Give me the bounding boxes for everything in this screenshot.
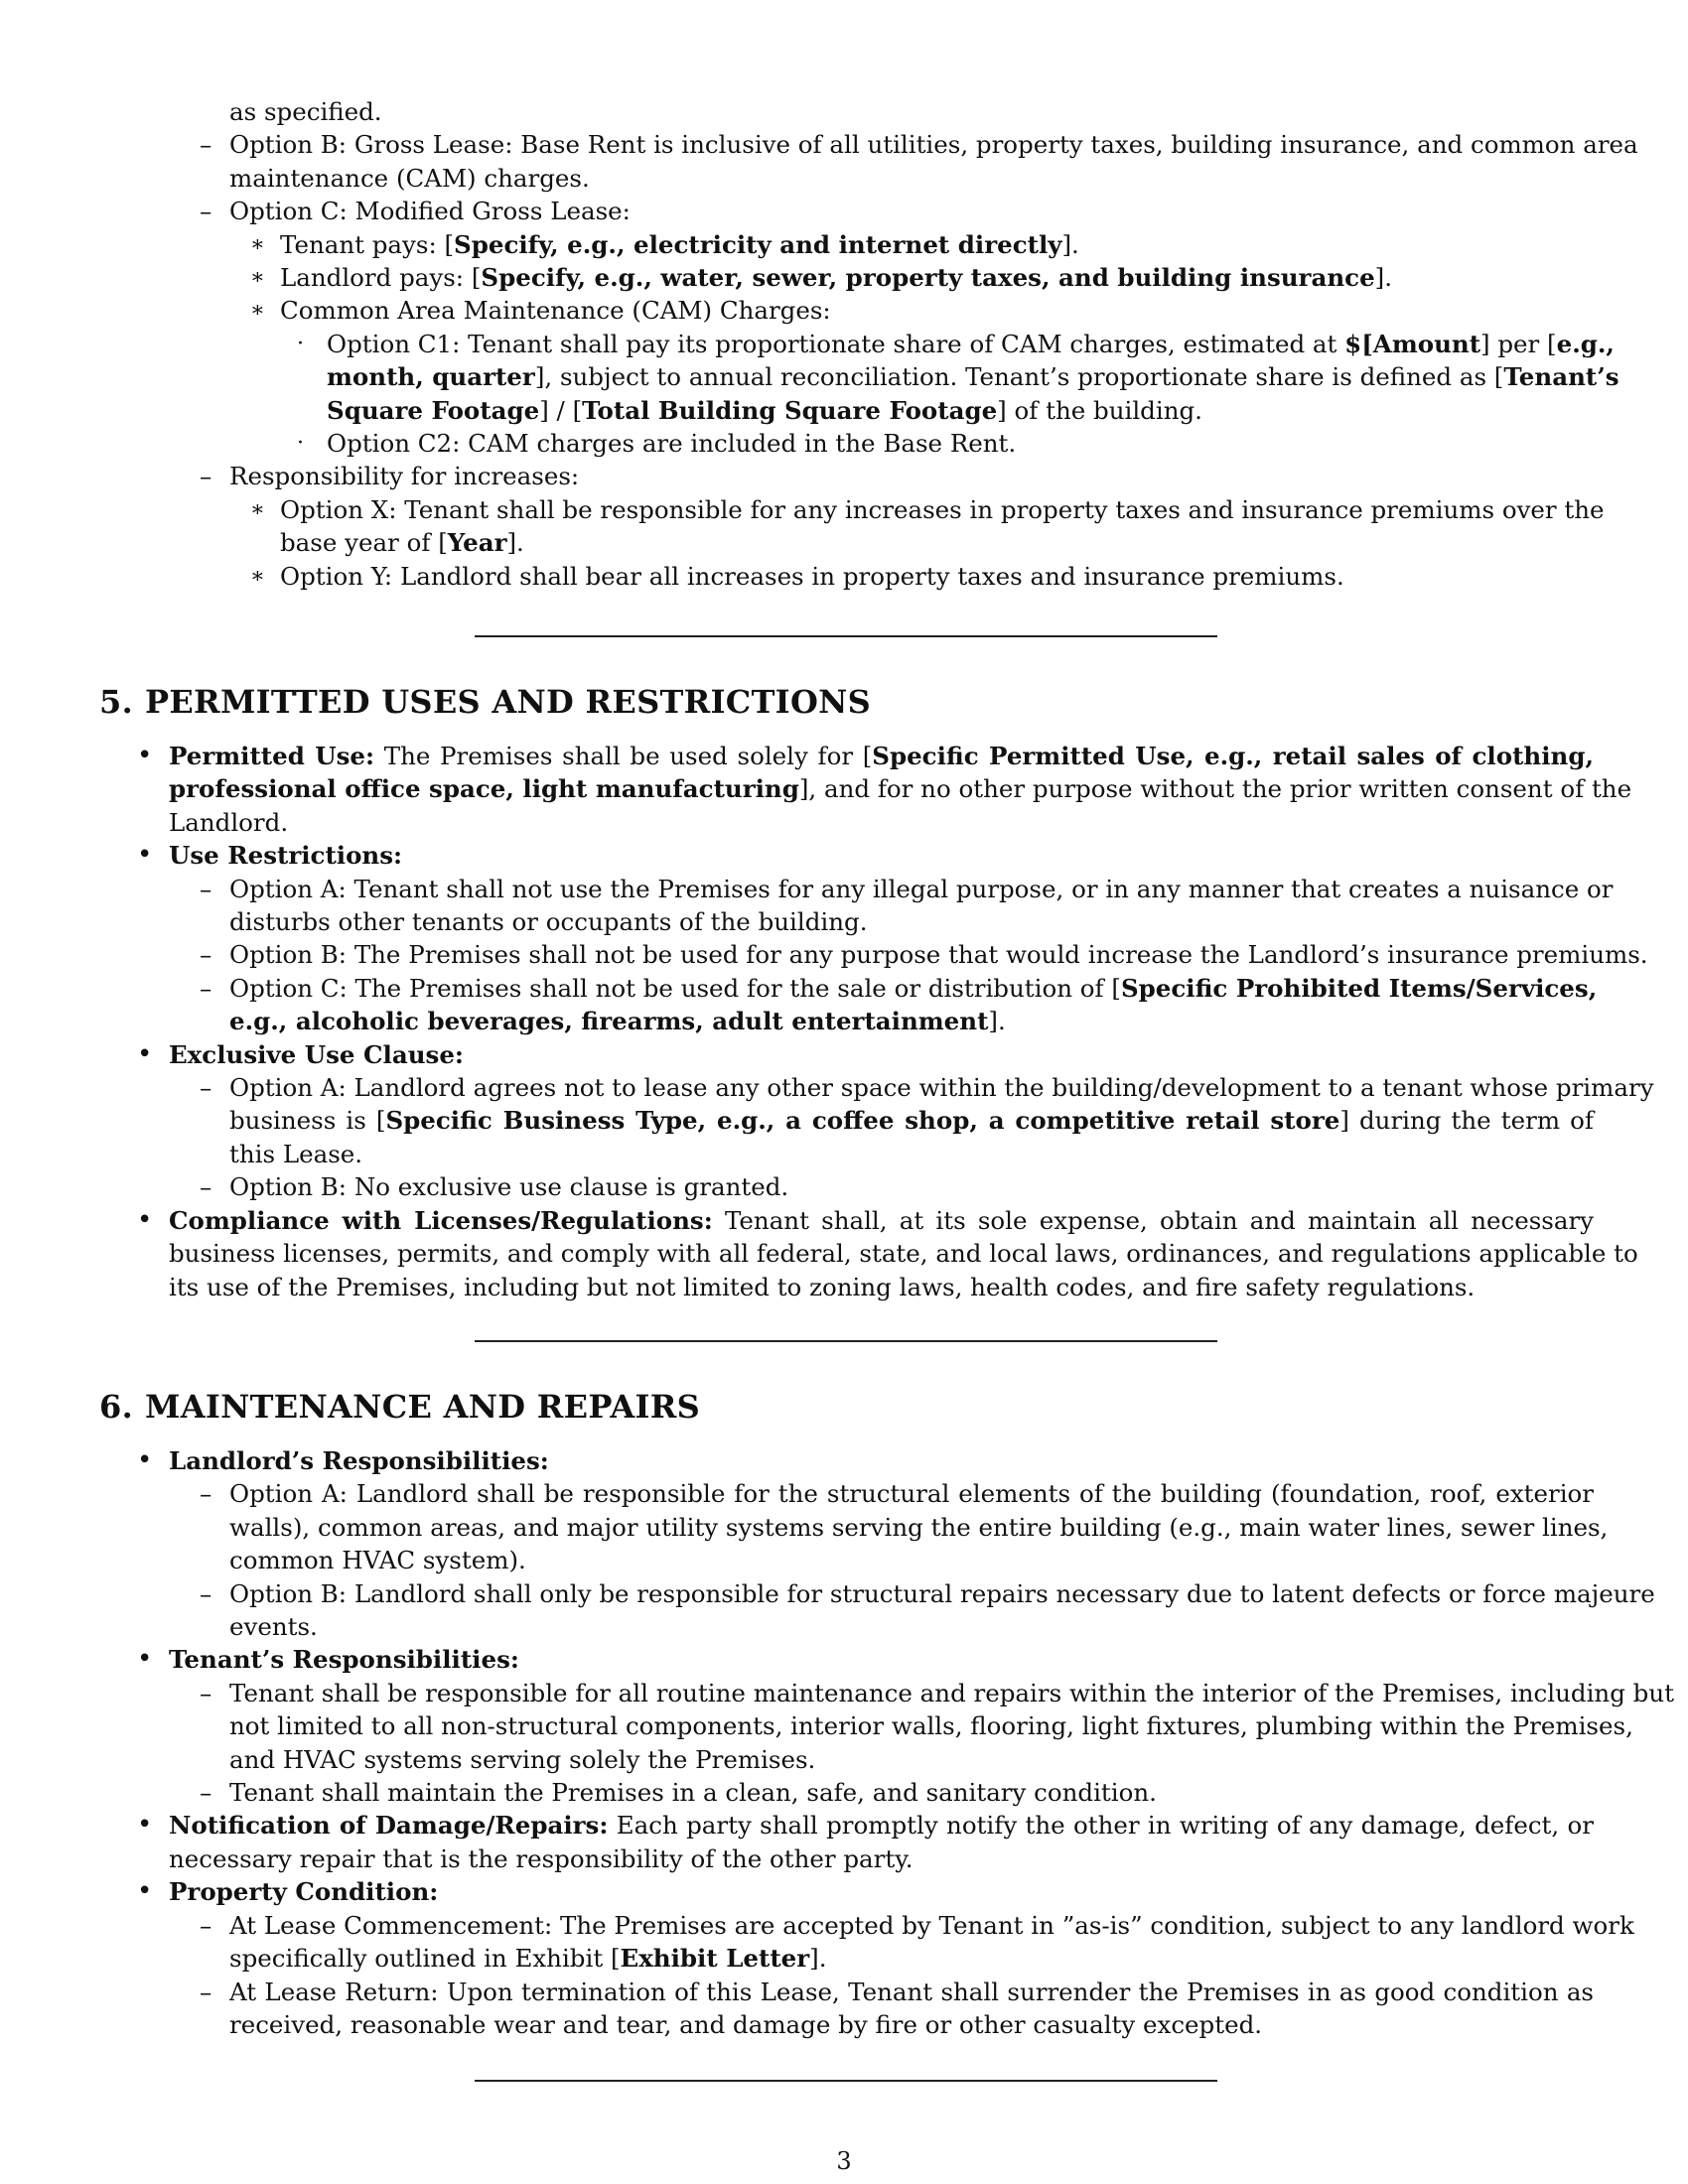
compliance-line1: • Compliance with Licenses/Regulations: Tenant shall, at its sole expense, obtain and maintain all necessary <box>137 1204 1594 1235</box>
option-y: ∗ Option Y: Landlord shall bear all increases in property taxes and insurance premiums. <box>250 561 1344 591</box>
notification-line2: necessary repair that is the responsibility of the other party. <box>169 1843 914 1873</box>
top-list-line <box>99 162 1594 195</box>
tenant-responsibilities-heading: • Tenant’s Responsibilities: <box>137 1644 519 1675</box>
list-marker: – <box>200 130 212 160</box>
list-marker: ∗ <box>250 265 265 291</box>
option-x-line2: base year of [Year]. <box>280 528 524 558</box>
permitted-use-line3: Landlord. <box>169 807 289 837</box>
option-x-line1: ∗ Option X: Tenant shall be responsible for any increases in property taxes and insurance premiums over the <box>250 494 1605 524</box>
text-run: Option B: Gross Lease: Base Rent is inclusive of all utilities, property taxes, building insurance, and common area <box>229 130 1638 160</box>
use-restrictions-heading: • Use Restrictions: <box>137 840 403 871</box>
section-6-body <box>99 1444 1674 2041</box>
permitted-use-line2: professional office space, light manufacturing], and for no other purpose without the prior written consent of the <box>169 774 1632 804</box>
use-restrictions-a-line1: – Option A: Tenant shall not use the Premises for any illegal purpose, or in any manner that creates a nuisance or <box>200 874 1614 903</box>
landlord-a-line3: common HVAC system). <box>229 1546 526 1575</box>
top-list-line <box>99 228 1594 261</box>
use-restrictions-a-line2: disturbs other tenants or occupants of the building. <box>229 907 868 937</box>
top-list-line <box>99 195 1594 227</box>
property-condition-b-line1: – At Lease Return: Upon termination of this Lease, Tenant shall surrender the Premises in as good condition as <box>200 1977 1594 2006</box>
top-list-line <box>99 95 1594 128</box>
text-run: Landlord pays: [ <box>280 263 482 293</box>
section-5-body <box>99 740 1654 1303</box>
exclusive-use-a-line2: business is [Specific Business Type, e.g., a coffee shop, a competitive retail store] during the term of <box>229 1106 1594 1136</box>
tenant-a-line1: – Tenant shall be responsible for all routine maintenance and repairs within the interior of the Premises, including but <box>200 1678 1674 1707</box>
text-run: maintenance (CAM) charges. <box>229 163 590 193</box>
landlord-a-line2: walls), common areas, and major utility systems serving the entire building (e.g., main water lines, sewer lines, <box>229 1512 1609 1542</box>
landlord-a-line1: – Option A: Landlord shall be responsible for the structural elements of the building (foundation, roof, exterior <box>200 1479 1594 1509</box>
list-marker: ∗ <box>250 298 265 324</box>
compliance-line3: its use of the Premises, including but not limited to zoning laws, health codes, and fire safety regulations. <box>169 1272 1476 1301</box>
property-condition-a-line1: – At Lease Commencement: The Premises are accepted by Tenant in ”as-is” condition, subject to any landlord work <box>200 1910 1634 1940</box>
cam-option-c1-line1: · Option C1: Tenant shall pay its proportionate share of CAM charges, estimated at $[Amount] per [e.g., <box>297 329 1615 358</box>
list-marker: ∗ <box>250 231 265 257</box>
cam-option-c1-line3: Square Footage] / [Total Building Square Footage] of the building. <box>327 395 1202 425</box>
cam-option-c1-line2: month, quarter], subject to annual reconciliation. Tenant’s proportionate share is defined as [Tenant’s <box>327 362 1619 392</box>
top-continuation-list <box>99 95 1638 328</box>
page-number: 3 <box>836 2147 852 2175</box>
exclusive-use-a-line1: – Option A: Landlord agrees not to lease any other space within the building/development to a tenant whose primary <box>200 1073 1654 1103</box>
section-divider <box>475 635 1217 637</box>
cam-option-c2: · Option C2: CAM charges are included in the Base Rent. <box>297 429 1017 459</box>
text-run: Common Area Maintenance (CAM) Charges: <box>280 296 831 326</box>
section-6-heading: 6. MAINTENANCE AND REPAIRS <box>99 1388 701 1426</box>
tenant-a-line3: and HVAC systems serving solely the Premises. <box>229 1744 816 1774</box>
use-restrictions-c-line1: – Option C: The Premises shall not be used for the sale or distribution of [Specific Prohibited Items/Services, <box>200 973 1598 1003</box>
property-condition-a-line2: specifically outlined in Exhibit [Exhibit Letter]. <box>229 1944 827 1974</box>
section-5-heading: 5. PERMITTED USES AND RESTRICTIONS <box>99 683 872 721</box>
landlord-b-line1: – Option B: Landlord shall only be responsible for structural repairs necessary due to latent defects or force majeure <box>200 1578 1655 1608</box>
text-run: ]. <box>1374 263 1393 293</box>
text-run: Specify, e.g., electricity and internet directly <box>454 229 1062 259</box>
top-list-line <box>99 294 1594 327</box>
tenant-b: – Tenant shall maintain the Premises in a clean, safe, and sanitary condition. <box>200 1778 1157 1808</box>
tenant-a-line2: not limited to all non-structural components, interior walls, flooring, light fixtures, plumbing within the Premises, <box>229 1711 1633 1741</box>
use-restrictions-c-line2: e.g., alcoholic beverages, firearms, adult entertainment]. <box>229 1007 1006 1036</box>
text-run: as specified. <box>229 97 382 126</box>
landlord-b-line2: events. <box>229 1612 318 1642</box>
exclusive-use-heading: • Exclusive Use Clause: <box>137 1038 464 1069</box>
text-run: Tenant pays: [ <box>280 229 455 259</box>
text-run: Option C: Modified Gross Lease: <box>229 197 631 226</box>
exclusive-use-b: – Option B: No exclusive use clause is granted. <box>200 1172 789 1202</box>
landlord-responsibilities-heading: • Landlord’s Responsibilities: <box>137 1445 549 1475</box>
list-marker: – <box>200 197 212 226</box>
text-run: Specify, e.g., water, sewer, property taxes, and building insurance <box>481 263 1375 293</box>
section-divider <box>475 2080 1217 2082</box>
property-condition-heading: • Property Condition: <box>137 1876 439 1907</box>
increases-heading: – Responsibility for increases: <box>200 462 580 491</box>
exclusive-use-a-line3: this Lease. <box>229 1139 363 1168</box>
document-page <box>99 95 1638 593</box>
notification-line1: • Notification of Damage/Repairs: Each party shall promptly notify the other in writing of any damage, defect, or <box>137 1810 1594 1841</box>
compliance-line2: business licenses, permits, and comply with all federal, state, and local laws, ordinances, and regulations applicable to <box>169 1239 1638 1269</box>
permitted-use-line1: • Permitted Use: The Premises shall be used solely for [Specific Permitted Use, e.g., retail sales of clothing, <box>137 741 1594 770</box>
use-restrictions-b: – Option B: The Premises shall not be used for any purpose that would increase the Landlord’s insurance premiums. <box>200 940 1648 970</box>
section-divider <box>475 1340 1217 1342</box>
top-list-line <box>99 261 1594 294</box>
top-list-line <box>99 128 1638 161</box>
text-run: ]. <box>1061 229 1079 259</box>
property-condition-b-line2: received, reasonable wear and tear, and damage by fire or other casualty excepted. <box>229 2009 1263 2039</box>
